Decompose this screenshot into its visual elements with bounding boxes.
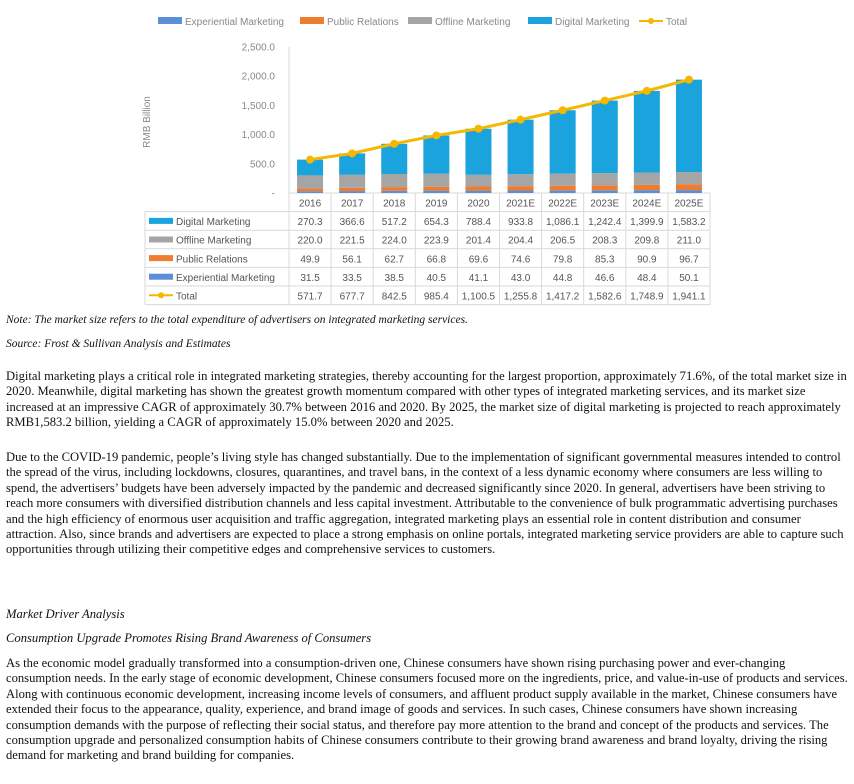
data-label: 1,086.1 [545, 217, 580, 229]
data-label: 788.4 [465, 217, 491, 229]
legend-label: Total [666, 17, 688, 28]
paragraph-digital-marketing: Digital marketing plays a critical role in integrated marketing strategies, thereby accounting for the largest proportion, approximately 71.6%, of the total market size in 2020. Meanwhile, digital marketing has shown the greatest growth momentum compared with other types of integrated marketing services, and its market size increased at an impressive CAGR of approximately 30.7% between 2016 and 2020. By 2025, the market size of digital marketing is projected to reach approximately RMB1,583.2 billion, yielding a CAGR of approximately 15.0% between 2020 and 2025. [6, 369, 847, 430]
data-label: 270.3 [297, 217, 323, 229]
data-label: 933.8 [508, 217, 534, 229]
table-row-label: Public Relations [176, 254, 248, 266]
data-label: 79.8 [552, 254, 573, 266]
data-label: 571.7 [297, 291, 323, 303]
total-point [643, 87, 651, 95]
bar-experiential-marketing [423, 191, 449, 193]
data-label: 224.0 [381, 235, 407, 247]
bar-series [297, 80, 702, 193]
bar-public-relations [381, 187, 407, 191]
data-label: 50.1 [679, 272, 699, 284]
data-label: 62.7 [384, 254, 404, 266]
total-point [390, 140, 398, 148]
data-label: 1,399.9 [630, 217, 664, 229]
data-label: 1,100.5 [461, 291, 496, 303]
data-label: 366.6 [339, 217, 365, 229]
data-label: 31.5 [300, 272, 320, 284]
x-category-label: 2023E [590, 198, 620, 210]
y-tick-label: 1,000.0 [241, 130, 275, 142]
bar-public-relations [339, 188, 365, 191]
total-point [601, 97, 609, 105]
bar-experiential-marketing [339, 191, 365, 193]
data-label: 56.1 [342, 254, 362, 266]
x-category-label: 2022E [548, 198, 578, 210]
data-label: 74.6 [510, 254, 531, 266]
bar-public-relations [676, 184, 702, 190]
table-row-label: Experiential Marketing [176, 272, 275, 284]
total-point [559, 106, 567, 114]
data-label: 1,417.2 [545, 291, 580, 303]
data-label: 1,582.6 [588, 291, 622, 303]
bar-offline-marketing [592, 173, 618, 185]
data-label: 208.3 [592, 235, 618, 247]
data-label: 1,242.4 [588, 217, 622, 229]
data-label: 201.4 [465, 235, 491, 247]
y-tick-label: - [271, 188, 275, 200]
paragraph-covid-impact: Due to the COVID-19 pandemic, people’s living style has changed substantially. Due to the implementation of significant governmental measures intended to control the spread of the virus, including lockdowns, closures, quarantines, and travel bans, in the context of a less dynamic economy where consumers are less willing to spend, the advertisers’ budgets have been adversely impacted by the pandemic and decreased significantly since 2020. In general, advertisers have been striving to reach more consumers with diversified distribution channels and less capital investment. Attributable to the convenience of bulk programmatic advertising purchases and the high efficiency of enormous user acquisition and traffic aggregation, integrated marketing plays an essential role in content distribution and consumer attraction. Also, since brands and advertisers are expected to place a strong emphasis on online portals, integrated marketing service providers are able to capture such opportunities through utilizing their competitive edges and comprehensive services to customers. [6, 450, 844, 557]
data-label: 48.4 [637, 272, 657, 284]
table-key-swatch [149, 255, 173, 261]
data-label: 211.0 [676, 235, 702, 247]
section-heading: Market Driver Analysis [6, 607, 125, 621]
x-category-label: 2019 [425, 198, 448, 210]
bar-public-relations [465, 187, 491, 191]
legend-label: Digital Marketing [555, 17, 630, 28]
x-category-label: 2024E [632, 198, 662, 210]
data-label: 96.7 [679, 254, 699, 266]
table-key-swatch [149, 274, 173, 280]
bar-digital-marketing [465, 129, 491, 175]
x-category-label: 2025E [674, 198, 704, 210]
legend-label: Experiential Marketing [185, 17, 284, 28]
data-label: 46.6 [595, 272, 615, 284]
table-row-label: Digital Marketing [176, 217, 251, 229]
data-label: 206.5 [550, 235, 576, 247]
bar-experiential-marketing [676, 190, 702, 193]
data-label: 66.8 [426, 254, 447, 266]
bar-offline-marketing [676, 172, 702, 184]
data-label: 985.4 [423, 291, 449, 303]
bar-offline-marketing [381, 174, 407, 187]
bar-digital-marketing [508, 120, 534, 175]
x-category-label: 2018 [383, 198, 406, 210]
data-label: 69.6 [468, 254, 489, 266]
bar-experiential-marketing [297, 191, 323, 193]
y-axis-label: RMB Billion [142, 96, 153, 148]
legend-label: Offline Marketing [435, 17, 511, 28]
subsection-heading: Consumption Upgrade Promotes Rising Brand Awareness of Consumers [6, 631, 372, 645]
x-category-label: 2020 [467, 198, 490, 210]
data-label: 1,583.2 [672, 217, 706, 229]
data-label: 220.0 [297, 235, 323, 247]
data-label: 40.5 [426, 272, 447, 284]
bar-experiential-marketing [465, 191, 491, 193]
x-axis-categories [299, 199, 704, 210]
bar-experiential-marketing [550, 190, 576, 193]
bar-offline-marketing [634, 173, 660, 185]
total-point [685, 76, 693, 84]
bar-public-relations [550, 186, 576, 191]
bar-public-relations [508, 186, 534, 190]
data-label: 654.3 [423, 217, 449, 229]
paragraph-consumption-upgrade: As the economic model gradually transformed into a consumption-driven one, Chinese consumers have shown rising purchasing power and ever-changing consumption needs. In the early stage of economic development, Chinese consumers focused more on the ingredients, price, and value-in-use of products and services. Along with continuous economic development, increasing income levels of consumers, and affluent product supply available in the market, Chinese consumers have extended their focus to the appearance, quality, experience, and brand image of goods and services. In such cases, Chinese consumers have shown increasing consumption demands with the purpose of reflecting their social status, and therefore pay more attention to the brand and concept of the products and services. The consumption upgrade and personalized consumption habits of Chinese consumers contribute to their growing brand awareness and brand loyalty, driving the rising demand for marketing and brand building for companies. [6, 656, 848, 763]
legend-marker [648, 18, 654, 24]
bar-public-relations [592, 185, 618, 190]
bar-public-relations [423, 187, 449, 191]
table-row-label: Total [176, 291, 198, 303]
bar-digital-marketing [634, 91, 660, 173]
data-label: 85.3 [595, 254, 615, 266]
bar-experiential-marketing [634, 190, 660, 193]
bar-offline-marketing [508, 174, 534, 186]
table-key-swatch [149, 218, 173, 224]
market-size-chart [0, 0, 854, 310]
total-point [432, 131, 440, 139]
bar-offline-marketing [339, 175, 365, 188]
data-label: 517.2 [381, 217, 407, 229]
y-tick-label: 2,000.0 [241, 71, 275, 83]
data-label: 1,748.9 [630, 291, 664, 303]
bar-offline-marketing [465, 175, 491, 187]
legend-label: Public Relations [327, 17, 399, 28]
data-label: 842.5 [381, 291, 407, 303]
chart-legend [158, 17, 687, 28]
chart-note: Note: The market size refers to the total expenditure of advertisers on integrated marketing services. [6, 314, 468, 326]
bar-digital-marketing [676, 80, 702, 172]
y-tick-label: 2,500.0 [241, 42, 275, 54]
total-point [348, 149, 356, 157]
bar-offline-marketing [297, 175, 323, 188]
bar-public-relations [297, 188, 323, 191]
x-category-label: 2021E [506, 198, 536, 210]
bar-experiential-marketing [381, 191, 407, 193]
bar-digital-marketing [592, 101, 618, 174]
chart-source: Source: Frost & Sullivan Analysis and Estimates [6, 338, 231, 350]
data-label: 33.5 [342, 272, 362, 284]
data-label: 44.8 [552, 272, 573, 284]
total-point [517, 116, 525, 124]
table-row-label: Offline Marketing [176, 235, 252, 247]
bar-public-relations [634, 185, 660, 190]
legend-swatch [300, 17, 324, 24]
bar-offline-marketing [550, 174, 576, 186]
y-tick-label: 1,500.0 [241, 100, 275, 112]
y-tick-label: 500.0 [249, 159, 275, 171]
data-label: 1,255.8 [503, 291, 538, 303]
data-label: 204.4 [508, 235, 534, 247]
data-label: 223.9 [423, 235, 449, 247]
legend-swatch [158, 17, 182, 24]
total-point [474, 125, 482, 133]
y-axis-ticks [242, 43, 276, 200]
data-label: 49.9 [300, 254, 320, 266]
bar-digital-marketing [423, 135, 449, 173]
data-label: 209.8 [634, 235, 660, 247]
total-line [310, 80, 689, 160]
table-key-marker [158, 292, 164, 298]
data-label: 43.0 [510, 272, 531, 284]
x-category-label: 2017 [341, 198, 364, 210]
legend-swatch [408, 17, 432, 24]
data-label: 90.9 [637, 254, 657, 266]
bar-offline-marketing [423, 174, 449, 187]
bar-digital-marketing [550, 110, 576, 173]
bar-experiential-marketing [592, 190, 618, 193]
data-label: 1,941.1 [672, 291, 706, 303]
x-category-label: 2016 [298, 198, 322, 210]
total-point [306, 156, 314, 164]
data-label: 41.1 [468, 272, 489, 284]
data-label: 677.7 [339, 291, 365, 303]
data-label: 38.5 [384, 272, 404, 284]
data-label: 221.5 [339, 235, 365, 247]
legend-swatch [528, 17, 552, 24]
bar-experiential-marketing [508, 190, 534, 193]
bar-digital-marketing [381, 144, 407, 174]
table-key-swatch [149, 237, 173, 243]
